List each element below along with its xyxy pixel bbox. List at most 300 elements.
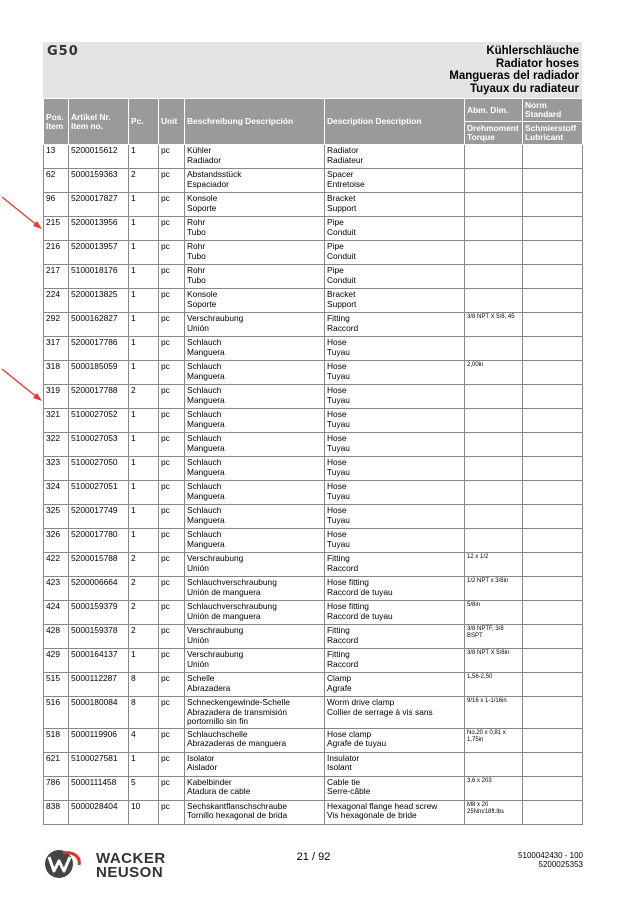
cell-beschreibung (185, 361, 325, 385)
cell-unit: pc (159, 752, 185, 776)
cell-beschreibung-line: Manguera (187, 370, 225, 381)
col-description: Description Description (325, 99, 465, 145)
cell-unit: pc (159, 361, 185, 385)
cell-article: 5200013825 (69, 289, 129, 313)
cell-pos: 324 (44, 481, 69, 505)
brand-line2: NEUSON (96, 864, 164, 881)
cell-unit: pc (159, 433, 185, 457)
cell-pos: 621 (44, 752, 69, 776)
cell-article: 5000185059 (69, 361, 129, 385)
cell-article: 5000112287 (69, 673, 129, 697)
cell-beschreibung (185, 457, 325, 481)
cell-std (523, 265, 583, 289)
cell-description (325, 505, 465, 529)
cell-description-line: Tuyau (327, 346, 350, 357)
table-row (44, 169, 583, 193)
cell-article: 5000028404 (69, 800, 129, 824)
cell-description-line: Tuyau (327, 490, 350, 501)
cell-pc: 1 (129, 265, 159, 289)
cell-dim (465, 169, 523, 193)
table-row (44, 385, 583, 409)
cell-pos: 515 (44, 673, 69, 697)
cell-beschreibung-line: Konsole (187, 289, 218, 299)
cell-dim (465, 481, 523, 505)
cell-unit: pc (159, 145, 185, 169)
title-es: Mangueras del radiador (449, 70, 579, 82)
cell-std (523, 145, 583, 169)
cell-description-line: Vis hexagonale de bride (327, 810, 417, 821)
cell-beschreibung-line: Abstandsstück (187, 169, 242, 179)
cell-pc: 1 (129, 481, 159, 505)
col-beschreibung: Beschreibung Descripción (185, 99, 325, 145)
cell-article: 5200017749 (69, 505, 129, 529)
cell-description-line: Hose (327, 337, 347, 347)
table-row (44, 728, 583, 752)
table-row (44, 553, 583, 577)
cell-article: 5100027050 (69, 457, 129, 481)
cell-pc: 8 (129, 697, 159, 729)
table-row (44, 313, 583, 337)
cell-beschreibung-line: Manguera (187, 394, 225, 405)
pointer-arrow-icon (0, 195, 44, 233)
cell-description (325, 625, 465, 649)
table-row (44, 601, 583, 625)
cell-article: 5200017780 (69, 529, 129, 553)
brand-line1: WACKER (96, 850, 166, 867)
cell-pc: 1 (129, 433, 159, 457)
cell-unit: pc (159, 553, 185, 577)
cell-article: 5200017827 (69, 193, 129, 217)
cell-beschreibung-line: Schlauch (187, 409, 222, 419)
cell-pos: 323 (44, 457, 69, 481)
cell-description (325, 697, 465, 729)
cell-beschreibung-line: Atadura de cable (187, 786, 251, 797)
cell-description-line: Raccord (327, 658, 359, 669)
cell-article: 5100027052 (69, 409, 129, 433)
cell-std (523, 409, 583, 433)
cell-dim: 5/8in (465, 601, 523, 625)
cell-beschreibung-line: Tubo (187, 250, 206, 261)
cell-article: 5000159378 (69, 625, 129, 649)
cell-description-line: Tuyau (327, 442, 350, 453)
cell-description (325, 457, 465, 481)
cell-beschreibung (185, 433, 325, 457)
table-row (44, 217, 583, 241)
cell-description-line: Isolant (327, 762, 352, 773)
cell-dim: 3/8 NPTF, 3/8 BSPT (465, 625, 523, 649)
cell-article: 5100018176 (69, 265, 129, 289)
cell-beschreibung-line: Abrazadera (187, 682, 231, 693)
cell-article: 5000159379 (69, 601, 129, 625)
cell-pc: 1 (129, 361, 159, 385)
cell-pc: 1 (129, 313, 159, 337)
cell-beschreibung-line: Verschraubung (187, 553, 244, 563)
cell-dim: 1/2 NPT x 3/8in (465, 577, 523, 601)
cell-beschreibung-line: Espaciador (187, 178, 229, 189)
cell-dim (465, 289, 523, 313)
cell-description-line: Hexagonal flange head screw (327, 800, 438, 811)
cell-beschreibung (185, 800, 325, 824)
cell-std (523, 697, 583, 729)
cell-pos: 217 (44, 265, 69, 289)
cell-unit: pc (159, 169, 185, 193)
page-number: 21 / 92 (296, 851, 331, 863)
cell-std (523, 673, 583, 697)
cell-description (325, 409, 465, 433)
col-pos: Pos. Item (44, 99, 69, 145)
cell-pc: 2 (129, 553, 159, 577)
cell-dim (465, 529, 523, 553)
cell-beschreibung-line: Unión (187, 322, 209, 333)
cell-pc: 8 (129, 673, 159, 697)
cell-pc: 2 (129, 601, 159, 625)
cell-beschreibung-line: Aislador (187, 762, 218, 773)
cell-pos: 429 (44, 649, 69, 673)
cell-pc: 2 (129, 169, 159, 193)
cell-description (325, 728, 465, 752)
cell-article: 5100027051 (69, 481, 129, 505)
cell-pc: 1 (129, 217, 159, 241)
cell-beschreibung-line: Manguera (187, 346, 225, 357)
cell-pos: 325 (44, 505, 69, 529)
cell-unit: pc (159, 505, 185, 529)
cell-article: 5200006664 (69, 577, 129, 601)
cell-description (325, 529, 465, 553)
cell-pos: 317 (44, 337, 69, 361)
cell-article: 5000162827 (69, 313, 129, 337)
cell-pos: 428 (44, 625, 69, 649)
cell-pos: 318 (44, 361, 69, 385)
cell-beschreibung-line: Manguera (187, 538, 225, 549)
cell-dim: 1,56-2,50 (465, 673, 523, 697)
cell-description (325, 752, 465, 776)
cell-description-line: Hose (327, 361, 347, 371)
cell-std (523, 728, 583, 752)
cell-dim: 9/16 x 1-1/16in (465, 697, 523, 729)
parts-table (43, 98, 583, 825)
cell-description (325, 553, 465, 577)
cell-beschreibung-line: Soporte (187, 298, 217, 309)
cell-beschreibung (185, 481, 325, 505)
cell-dim (465, 337, 523, 361)
cell-unit: pc (159, 457, 185, 481)
title-de: Kühlerschläuche (486, 45, 579, 57)
cell-unit: pc (159, 409, 185, 433)
cell-description (325, 649, 465, 673)
cell-beschreibung (185, 289, 325, 313)
cell-beschreibung-line: Schlauchverschraubung (187, 601, 277, 611)
cell-pos: 13 (44, 145, 69, 169)
table-row (44, 577, 583, 601)
table-row (44, 752, 583, 776)
cell-description-line: Fitting (327, 649, 350, 659)
cell-article: 5200013956 (69, 217, 129, 241)
cell-beschreibung (185, 529, 325, 553)
cell-beschreibung-line: Tornillo hexagonal de brida (187, 810, 288, 821)
cell-std (523, 313, 583, 337)
cell-pc: 5 (129, 776, 159, 800)
parts-table-body (44, 145, 583, 825)
cell-std (523, 481, 583, 505)
cell-beschreibung-line: Schlauch (187, 385, 222, 395)
cell-std (523, 601, 583, 625)
cell-beschreibung (185, 649, 325, 673)
cell-beschreibung-line: Tubo (187, 274, 206, 285)
cell-article: 5000119906 (69, 728, 129, 752)
cell-unit: pc (159, 673, 185, 697)
cell-pos: 224 (44, 289, 69, 313)
cell-beschreibung-line: Radiador (187, 154, 221, 165)
cell-description-line: Tuyau (327, 370, 350, 381)
cell-beschreibung (185, 728, 325, 752)
col-norm: Norm Standard (523, 99, 583, 122)
cell-std (523, 625, 583, 649)
cell-beschreibung-line: Verschraubung (187, 313, 244, 323)
cell-description-line: Support (327, 298, 357, 309)
cell-std (523, 193, 583, 217)
title-en: Radiator hoses (495, 57, 579, 70)
cell-pc: 1 (129, 337, 159, 361)
cell-pos: 516 (44, 697, 69, 729)
cell-pos: 786 (44, 776, 69, 800)
cell-description (325, 361, 465, 385)
cell-std (523, 577, 583, 601)
cell-pos: 423 (44, 577, 69, 601)
cell-pc: 1 (129, 193, 159, 217)
table-row (44, 457, 583, 481)
cell-std (523, 800, 583, 824)
cell-beschreibung (185, 337, 325, 361)
cell-description (325, 481, 465, 505)
cell-description-line: Spacer (327, 169, 354, 179)
pointer-arrow-icon (0, 367, 44, 405)
cell-std (523, 169, 583, 193)
cell-std (523, 217, 583, 241)
cell-description-line: Bracket (327, 289, 356, 299)
cell-pos: 96 (44, 193, 69, 217)
cell-description-line: Fitting (327, 625, 350, 635)
cell-beschreibung-line: Schlauchschelle (187, 728, 248, 739)
cell-article: 5200013957 (69, 241, 129, 265)
cell-pos: 518 (44, 728, 69, 752)
cell-std (523, 337, 583, 361)
cell-beschreibung-line: Schlauch (187, 433, 222, 443)
cell-article: 5100027581 (69, 752, 129, 776)
cell-description-line: Hose (327, 457, 347, 467)
cell-pos: 216 (44, 241, 69, 265)
cell-dim (465, 385, 523, 409)
cell-description-line: Raccord (327, 562, 359, 573)
cell-description-line: Hose fitting (327, 577, 369, 587)
cell-beschreibung (185, 145, 325, 169)
cell-description-line: Tuyau (327, 394, 350, 405)
table-row (44, 625, 583, 649)
cell-beschreibung-line: Verschraubung (187, 625, 244, 635)
cell-beschreibung-line: Rohr (187, 241, 206, 251)
cell-description-line: Hose (327, 385, 347, 395)
cell-beschreibung-line: Isolator (187, 752, 215, 763)
cell-unit: pc (159, 193, 185, 217)
cell-dim: 2,00in (465, 361, 523, 385)
cell-unit: pc (159, 728, 185, 752)
cell-description-line: Conduit (327, 226, 356, 237)
cell-std (523, 385, 583, 409)
cell-article: 5100027053 (69, 433, 129, 457)
col-article: Artikel Nr. Item no. (69, 99, 129, 145)
cell-beschreibung (185, 241, 325, 265)
cell-description-line: Raccord (327, 634, 359, 645)
cell-beschreibung-line: Schlauch (187, 505, 222, 515)
cell-pc: 2 (129, 577, 159, 601)
cell-beschreibung-line: Kühler (187, 145, 212, 155)
cell-beschreibung-line: Schlauchverschraubung (187, 577, 277, 587)
cell-beschreibung-line: Schlauch (187, 457, 222, 467)
cell-description-line: Pipe (327, 241, 344, 251)
cell-pos: 319 (44, 385, 69, 409)
cell-beschreibung (185, 752, 325, 776)
cell-beschreibung-line: Schlauch (187, 361, 222, 371)
cell-dim (465, 457, 523, 481)
cell-std (523, 505, 583, 529)
cell-description-line: Pipe (327, 217, 344, 227)
cell-description (325, 800, 465, 824)
cell-beschreibung-line: Soporte (187, 202, 217, 213)
cell-std (523, 553, 583, 577)
cell-description-line: Conduit (327, 250, 356, 261)
cell-dim (465, 505, 523, 529)
cell-std (523, 361, 583, 385)
cell-std (523, 752, 583, 776)
cell-description (325, 217, 465, 241)
cell-description-line: Fitting (327, 313, 350, 323)
cell-beschreibung-line: Schlauch (187, 481, 222, 491)
cell-unit: pc (159, 481, 185, 505)
table-row (44, 241, 583, 265)
page-titles (449, 45, 579, 95)
cell-description (325, 337, 465, 361)
cell-beschreibung-line: Kabelbinder (187, 776, 232, 787)
cell-unit: pc (159, 577, 185, 601)
cell-unit: pc (159, 649, 185, 673)
table-row (44, 649, 583, 673)
cell-beschreibung (185, 169, 325, 193)
cell-description-line: Collier de serrage à vis sans (327, 706, 433, 717)
cell-description-line: Hose (327, 409, 347, 419)
cell-beschreibung-line: Unión (187, 634, 209, 645)
cell-unit: pc (159, 241, 185, 265)
cell-std (523, 241, 583, 265)
table-row (44, 337, 583, 361)
cell-description-line: Tuyau (327, 466, 350, 477)
cell-description (325, 145, 465, 169)
cell-description-line: Support (327, 202, 357, 213)
cell-beschreibung-line: Unión de manguera (187, 610, 261, 621)
cell-beschreibung-line: Unión (187, 562, 209, 573)
cell-beschreibung (185, 385, 325, 409)
cell-dim (465, 752, 523, 776)
cell-beschreibung-line: Sechskantflanschschraube (187, 800, 288, 811)
cell-pos: 838 (44, 800, 69, 824)
cell-std (523, 649, 583, 673)
col-pc: Pc. (129, 99, 159, 145)
cell-beschreibung-line: Schelle (187, 673, 215, 683)
cell-beschreibung-line: Rohr (187, 265, 206, 275)
cell-unit: pc (159, 385, 185, 409)
table-row (44, 800, 583, 824)
cell-unit: pc (159, 313, 185, 337)
cell-description-line: Radiateur (327, 154, 364, 165)
cell-dim (465, 217, 523, 241)
cell-beschreibung (185, 505, 325, 529)
cell-beschreibung-line: Tubo (187, 226, 206, 237)
cell-beschreibung (185, 553, 325, 577)
cell-beschreibung (185, 577, 325, 601)
cell-beschreibung-line: Manguera (187, 514, 225, 525)
cell-pc: 10 (129, 800, 159, 824)
cell-unit: pc (159, 529, 185, 553)
cell-description-line: Hose fitting (327, 601, 369, 611)
cell-description-line: Hose (327, 481, 347, 491)
col-drehmoment: Drehmoment Torque (465, 122, 523, 145)
cell-beschreibung-line: Unión de manguera (187, 586, 261, 597)
cell-description-line: Tuyau (327, 418, 350, 429)
cell-beschreibung (185, 217, 325, 241)
cell-description (325, 289, 465, 313)
cell-pos: 321 (44, 409, 69, 433)
cell-beschreibung-line: Unión (187, 658, 209, 669)
cell-dim (465, 433, 523, 457)
cell-description-line: Hose (327, 505, 347, 515)
col-schmierstoff: Schmierstoff Lubricant (523, 122, 583, 145)
cell-description-line: Worm drive clamp (327, 697, 395, 707)
cell-description (325, 577, 465, 601)
model-name: G50 (47, 44, 79, 59)
cell-unit: pc (159, 337, 185, 361)
cell-beschreibung-line: Abrazadera de transmisión portornillo sin fin (187, 706, 288, 727)
table-row (44, 409, 583, 433)
cell-description-line: Entretoise (327, 178, 365, 189)
cell-unit: pc (159, 289, 185, 313)
cell-beschreibung-line: Schlauch (187, 529, 222, 539)
cell-dim (465, 241, 523, 265)
document-number (518, 851, 583, 869)
cell-description-line: Hose (327, 529, 347, 539)
cell-description-line: Serre-câble (327, 786, 371, 797)
cell-description (325, 241, 465, 265)
cell-beschreibung-line: Manguera (187, 466, 225, 477)
cell-std (523, 433, 583, 457)
cell-std (523, 289, 583, 313)
cell-description (325, 433, 465, 457)
cell-beschreibung-line: Konsole (187, 193, 218, 203)
cell-dim: 3/8 NPT X 5/8in (465, 649, 523, 673)
cell-pc: 2 (129, 625, 159, 649)
document-number-2: 5200025353 (538, 860, 583, 869)
cell-beschreibung (185, 265, 325, 289)
cell-description-line: Agrafe (327, 682, 352, 693)
cell-beschreibung-line: Schlauch (187, 337, 222, 347)
cell-dim: No.20 x 0,81 x 1,75in (465, 728, 523, 752)
table-row (44, 776, 583, 800)
table-row (44, 145, 583, 169)
cell-pos: 322 (44, 433, 69, 457)
table-row (44, 265, 583, 289)
title-fr: Tuyaux du radiateur (469, 82, 579, 95)
cell-description (325, 776, 465, 800)
cell-description (325, 313, 465, 337)
cell-beschreibung (185, 673, 325, 697)
col-abm: Abm. Dim. (465, 99, 523, 122)
